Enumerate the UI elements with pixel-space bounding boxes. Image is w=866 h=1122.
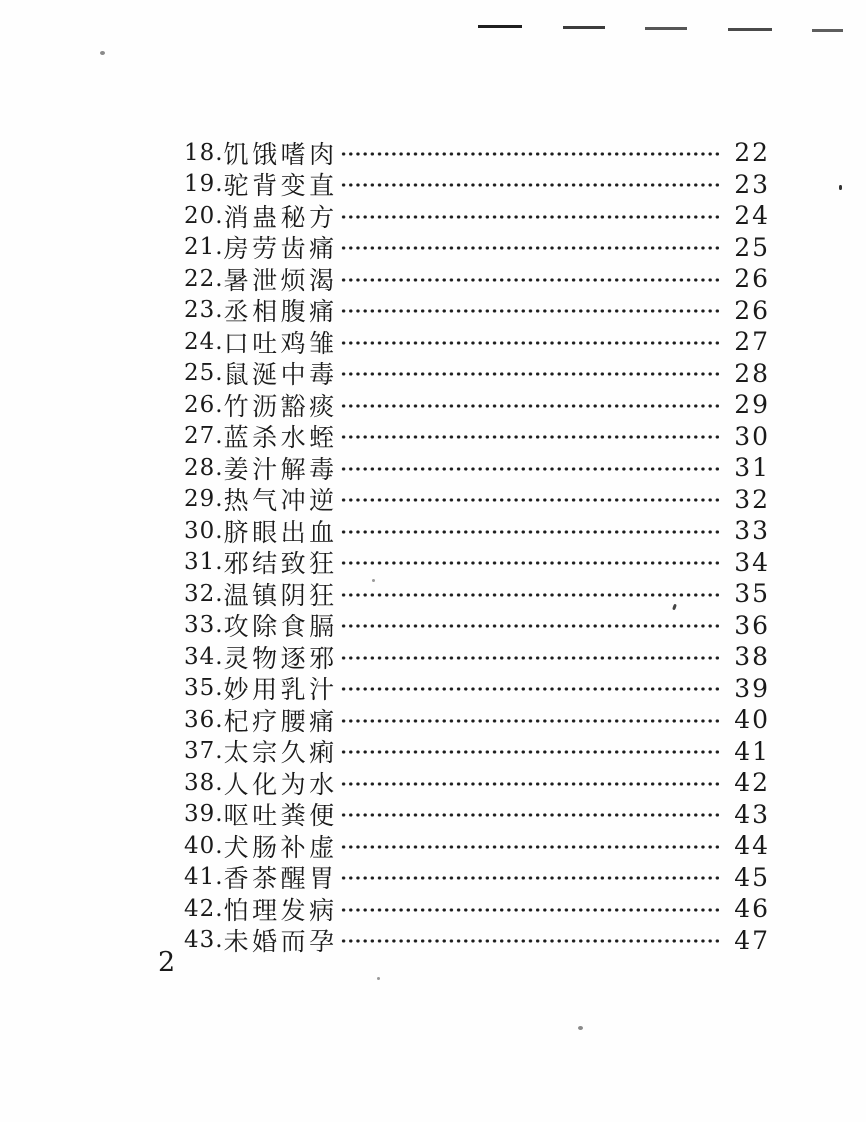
table-of-contents: [184, 137, 768, 956]
toc-entry: [184, 862, 768, 894]
dot-leader: [340, 558, 722, 568]
entry-title: 口吐鸡雏: [223, 328, 338, 358]
entry-title: 未婚而孕: [223, 927, 338, 957]
entry-page-number: 38: [734, 642, 770, 672]
entry-number: 41.: [184, 864, 224, 891]
dot-leader: [340, 464, 722, 474]
dot-leader: [340, 621, 722, 631]
dot-leader: [340, 149, 722, 159]
toc-entry: [184, 610, 768, 642]
dot-leader: [340, 275, 722, 285]
dot-leader: [340, 180, 722, 190]
entry-page-number: 24: [734, 201, 770, 231]
entry-number: 43.: [184, 927, 224, 954]
toc-entry: [184, 736, 768, 768]
dot-leader: [340, 873, 722, 883]
entry-title: 热气冲逆: [223, 486, 338, 516]
entry-number: 26.: [184, 391, 224, 418]
dot-leader: [340, 810, 722, 820]
entry-page-number: 41: [734, 736, 770, 766]
toc-entry: [184, 515, 768, 547]
toc-entry: [184, 263, 768, 295]
entry-page-number: 47: [734, 925, 770, 955]
entry-page-number: 32: [734, 484, 770, 514]
scan-artifact-dash: [645, 27, 687, 30]
dot-leader: [340, 716, 722, 726]
entry-page-number: 42: [734, 768, 770, 798]
entry-page-number: 22: [734, 138, 770, 168]
entry-title: 人化为水: [223, 769, 338, 799]
entry-number: 39.: [184, 801, 224, 828]
entry-number: 40.: [184, 832, 224, 859]
scan-artifact-dash: [563, 26, 605, 29]
entry-title: 驼背变直: [223, 171, 338, 201]
entry-title: 鼠涎中毒: [223, 360, 338, 390]
entry-page-number: 30: [734, 421, 770, 451]
entry-page-number: 28: [734, 358, 770, 388]
dot-leader: [340, 243, 722, 253]
entry-page-number: 43: [734, 799, 770, 829]
entry-number: 23.: [184, 297, 224, 324]
entry-page-number: 33: [734, 516, 770, 546]
entry-title: 脐眼出血: [223, 517, 338, 547]
entry-title: 妙用乳汁: [223, 675, 338, 705]
entry-number: 33.: [184, 612, 224, 639]
toc-entry: [184, 452, 768, 484]
dot-leader: [340, 653, 722, 663]
dot-leader: [340, 306, 722, 316]
dot-leader: [340, 905, 722, 915]
toc-entry: [184, 389, 768, 421]
entry-title: 消蛊秘方: [223, 202, 338, 232]
entry-number: 37.: [184, 738, 224, 765]
entry-page-number: 23: [734, 169, 770, 199]
entry-page-number: 39: [734, 673, 770, 703]
entry-number: 36.: [184, 706, 224, 733]
toc-entry: [184, 704, 768, 736]
toc-entry: [184, 641, 768, 673]
dot-leader: [340, 527, 722, 537]
toc-entry: [184, 673, 768, 705]
dot-leader: [340, 590, 722, 600]
entry-title: 房劳齿痛: [223, 234, 338, 264]
entry-page-number: 40: [734, 705, 770, 735]
scan-artifact-dash: [812, 29, 843, 32]
toc-entry: [184, 358, 768, 390]
scan-speck: [100, 51, 105, 55]
entry-number: 30.: [184, 517, 224, 544]
entry-number: 31.: [184, 549, 224, 576]
entry-page-number: 36: [734, 610, 770, 640]
entry-page-number: 27: [734, 327, 770, 357]
toc-entry: [184, 200, 768, 232]
entry-title: 邪结致狂: [223, 549, 338, 579]
dot-leader: [340, 369, 722, 379]
dot-leader: [340, 495, 722, 505]
dot-leader: [340, 212, 722, 222]
entry-number: 38.: [184, 769, 224, 796]
toc-entry: [184, 578, 768, 610]
entry-number: 27.: [184, 423, 224, 450]
entry-title: 杞疗腰痛: [223, 706, 338, 736]
entry-title: 蓝杀水蛭: [223, 423, 338, 453]
toc-entry: [184, 925, 768, 957]
dot-leader: [340, 779, 722, 789]
toc-entry: [184, 232, 768, 264]
entry-title: 温镇阴狂: [223, 580, 338, 610]
toc-entry: [184, 326, 768, 358]
entry-title: 饥饿嗜肉: [223, 139, 338, 169]
entry-title: 怕理发病: [223, 895, 338, 925]
entry-title: 犬肠补虚: [223, 832, 338, 862]
dot-leader: [340, 842, 722, 852]
entry-title: 竹沥豁痰: [223, 391, 338, 421]
entry-page-number: 25: [734, 232, 770, 262]
entry-title: 姜汁解毒: [223, 454, 338, 484]
entry-title: 丞相腹痛: [223, 297, 338, 327]
entry-number: 19.: [184, 171, 224, 198]
entry-number: 18.: [184, 139, 224, 166]
entry-page-number: 26: [734, 264, 770, 294]
entry-title: 灵物逐邪: [223, 643, 338, 673]
entry-number: 22.: [184, 265, 224, 292]
toc-entry: [184, 295, 768, 327]
entry-number: 32.: [184, 580, 224, 607]
toc-entry: [184, 169, 768, 201]
entry-page-number: 45: [734, 862, 770, 892]
entry-title: 攻除食膈: [223, 612, 338, 642]
entry-page-number: 46: [734, 894, 770, 924]
dot-leader: [340, 684, 722, 694]
entry-title: 太宗久痢: [223, 738, 338, 768]
entry-number: 25.: [184, 360, 224, 387]
entry-number: 20.: [184, 202, 224, 229]
dot-leader: [340, 401, 722, 411]
entry-title: 香茶醒胃: [223, 864, 338, 894]
toc-entry: [184, 799, 768, 831]
entry-number: 24.: [184, 328, 224, 355]
entry-number: 21.: [184, 234, 224, 261]
toc-entry: [184, 893, 768, 925]
toc-entry: [184, 767, 768, 799]
toc-entry: [184, 421, 768, 453]
entry-title: 呕吐粪便: [223, 801, 338, 831]
dot-leader: [340, 432, 722, 442]
entry-number: 34.: [184, 643, 224, 670]
toc-entry: [184, 830, 768, 862]
toc-entry: [184, 484, 768, 516]
toc-entry: [184, 547, 768, 579]
scan-speck: [839, 185, 842, 190]
dot-leader: [340, 936, 722, 946]
scan-artifact-dash: [478, 25, 522, 28]
scan-artifact-dash: [728, 28, 772, 31]
scan-speck: [377, 977, 380, 980]
entry-number: 42.: [184, 895, 224, 922]
entry-number: 29.: [184, 486, 224, 513]
entry-page-number: 35: [734, 579, 770, 609]
entry-number: 28.: [184, 454, 224, 481]
entry-page-number: 29: [734, 390, 770, 420]
entry-page-number: 44: [734, 831, 770, 861]
toc-entry: [184, 137, 768, 169]
entry-number: 35.: [184, 675, 224, 702]
entry-page-number: 31: [734, 453, 770, 483]
entry-page-number: 26: [734, 295, 770, 325]
dot-leader: [340, 747, 722, 757]
dot-leader: [340, 338, 722, 348]
folio-page-number: 2: [158, 947, 176, 978]
entry-title: 暑泄烦渴: [223, 265, 338, 295]
entry-page-number: 34: [734, 547, 770, 577]
scan-speck: [578, 1026, 583, 1030]
